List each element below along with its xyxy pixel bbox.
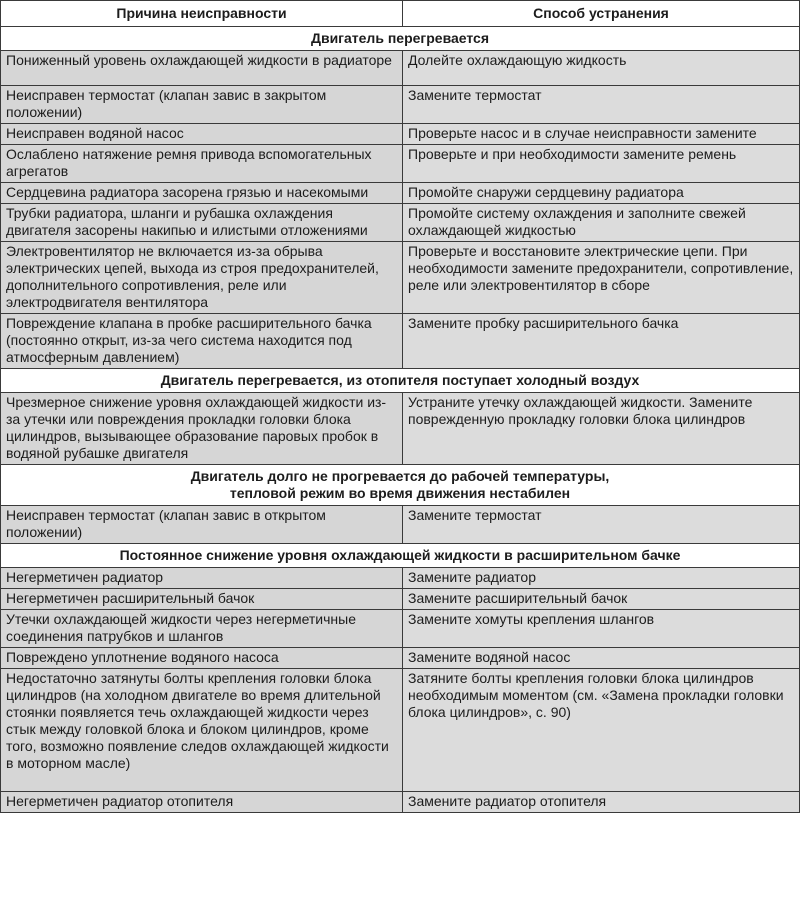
table-row	[1, 610, 800, 648]
cause-cell: Ослаблено натяжение ремня привода вспомогательных агрегатов	[1, 145, 403, 183]
cause-cell: Трубки радиатора, шланги и рубашка охлаждения двигателя засорены накипью и илистыми отложениями	[1, 204, 403, 242]
table-row	[1, 589, 800, 610]
header-row	[1, 1, 800, 27]
remedy-cell: Проверьте насос и в случае неисправности замените	[403, 124, 800, 145]
remedy-cell: Замените радиатор	[403, 568, 800, 589]
table-row	[1, 568, 800, 589]
table-row	[1, 183, 800, 204]
cause-cell: Негерметичен расширительный бачок	[1, 589, 403, 610]
cause-cell: Чрезмерное снижение уровня охлаждающей жидкости из-за утечки или повреждения прокладки головки блока цилиндров, вызывающее образование паровых пробок в водяной рубашке двигателя	[1, 393, 403, 465]
section-title	[1, 369, 800, 393]
cause-cell: Сердцевина радиатора засорена грязью и насекомыми	[1, 183, 403, 204]
table-row	[1, 669, 800, 792]
section-title-line: Двигатель перегревается, из отопителя поступает холодный воздух	[160, 372, 640, 388]
table-row	[1, 86, 800, 124]
header-remedy: Способ устранения	[403, 1, 800, 27]
section-header	[1, 27, 800, 51]
remedy-cell: Промойте систему охлаждения и заполните свежей охлаждающей жидкостью	[403, 204, 800, 242]
cause-cell: Неисправен термостат (клапан завис в закрытом положении)	[1, 86, 403, 124]
remedy-cell: Замените пробку расширительного бачка	[403, 314, 800, 369]
table-row	[1, 51, 800, 86]
table-row	[1, 648, 800, 669]
section-title	[1, 544, 800, 568]
remedy-cell: Проверьте и восстановите электрические цепи. При необходимости замените предохранители, сопротивление, реле или электровентилятор в сборе	[403, 242, 800, 314]
table-row	[1, 204, 800, 242]
remedy-cell: Замените термостат	[403, 506, 800, 544]
table-row	[1, 506, 800, 544]
cause-cell: Негерметичен радиатор отопителя	[1, 792, 403, 813]
remedy-cell: Промойте снаружи сердцевину радиатора	[403, 183, 800, 204]
cause-cell: Неисправен водяной насос	[1, 124, 403, 145]
table-row	[1, 393, 800, 465]
remedy-cell: Затяните болты крепления головки блока цилиндров необходимым моментом (см. «Замена прокладки головки блока цилиндров», с. 90)	[403, 669, 800, 792]
table-row	[1, 145, 800, 183]
cause-cell: Неисправен термостат (клапан завис в открытом положении)	[1, 506, 403, 544]
table-body	[1, 27, 800, 813]
table-row	[1, 314, 800, 369]
section-header	[1, 465, 800, 506]
cause-cell: Пониженный уровень охлаждающей жидкости в радиаторе	[1, 51, 403, 86]
cause-cell: Повреждено уплотнение водяного насоса	[1, 648, 403, 669]
cause-cell: Повреждение клапана в пробке расширительного бачка (постоянно открыт, из-за чего система находится под атмосферным давлением)	[1, 314, 403, 369]
cause-cell: Электровентилятор не включается из-за обрыва электрических цепей, выхода из строя предохранителей, дополнительного сопротивления, реле или электродвигателя вентилятора	[1, 242, 403, 314]
section-header	[1, 369, 800, 393]
cause-cell: Недостаточно затянуты болты крепления головки блока цилиндров (на холодном двигателе во время длительной стоянки появляется течь охлаждающей жидкости через стык между головкой блока и блоком цилиндров, кроме того, возможно появление следов охлаждающей жидкости в моторном масле)	[1, 669, 403, 792]
remedy-cell: Замените хомуты крепления шлангов	[403, 610, 800, 648]
section-title-line: тепловой режим во время движения нестабилен	[229, 485, 571, 501]
cause-cell: Утечки охлаждающей жидкости через негерметичные соединения патрубков и шлангов	[1, 610, 403, 648]
remedy-cell: Замените расширительный бачок	[403, 589, 800, 610]
section-title	[1, 27, 800, 51]
section-title	[1, 465, 800, 506]
section-title-line: Двигатель перегревается	[310, 30, 490, 46]
remedy-cell: Проверьте и при необходимости замените ремень	[403, 145, 800, 183]
remedy-cell: Устраните утечку охлаждающей жидкости. Замените поврежденную прокладку головки блока цилиндров	[403, 393, 800, 465]
table-row	[1, 242, 800, 314]
section-title-line: Постоянное снижение уровня охлаждающей жидкости в расширительном бачке	[119, 547, 681, 563]
table-row	[1, 792, 800, 813]
section-title-line: Двигатель долго не прогревается до рабочей температуры,	[190, 468, 610, 484]
remedy-cell: Замените радиатор отопителя	[403, 792, 800, 813]
remedy-cell: Замените термостат	[403, 86, 800, 124]
header-cause: Причина неисправности	[1, 1, 403, 27]
section-header	[1, 544, 800, 568]
table-row	[1, 124, 800, 145]
remedy-cell: Замените водяной насос	[403, 648, 800, 669]
remedy-cell: Долейте охлаждающую жидкость	[403, 51, 800, 86]
cause-cell: Негерметичен радиатор	[1, 568, 403, 589]
